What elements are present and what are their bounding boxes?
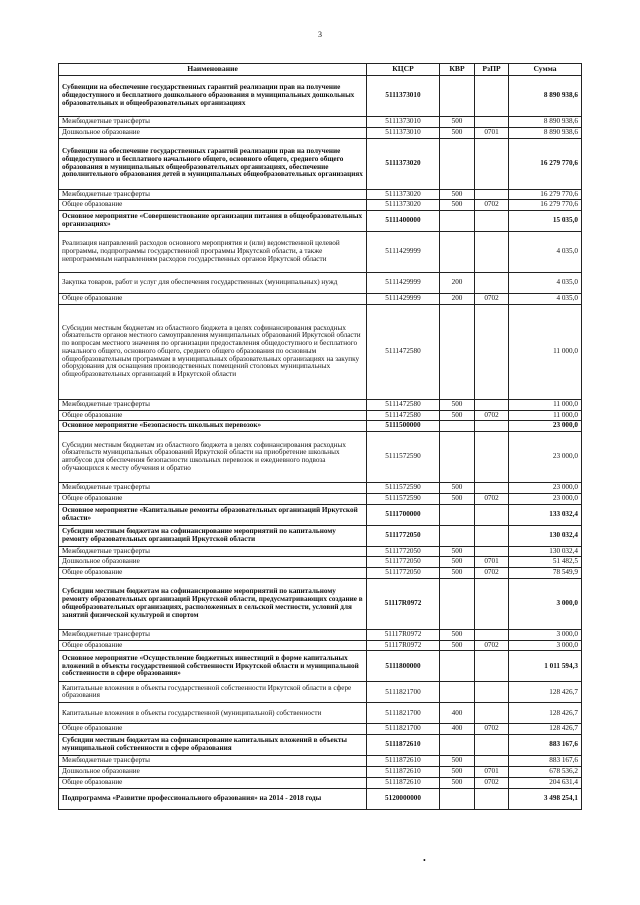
header-rzpr: РзПР <box>475 64 509 76</box>
cell-sum: 16 279 770,6 <box>509 189 582 200</box>
cell-rzpr <box>475 682 509 703</box>
cell-kcsr: 5111429999 <box>367 294 440 305</box>
table-row <box>59 788 582 809</box>
cell-name: Общее образование <box>59 493 367 504</box>
cell-name: Дошкольное образование <box>59 127 367 138</box>
cell-name: Общее образование <box>59 777 367 788</box>
cell-sum: 4 035,0 <box>509 273 582 294</box>
cell-kcsr: 5111429999 <box>367 273 440 294</box>
cell-rzpr: 0702 <box>475 777 509 788</box>
cell-name: Подпрограмма «Развитие профессионального образования» на 2014 - 2018 годы <box>59 788 367 809</box>
cell-name: Дошкольное образование <box>59 767 367 778</box>
cell-kcsr: 5111821700 <box>367 703 440 724</box>
table-row <box>59 756 582 767</box>
cell-kvr: 400 <box>440 703 475 724</box>
cell-kvr: 500 <box>440 483 475 494</box>
cell-kcsr: 5111872610 <box>367 767 440 778</box>
table-row <box>59 273 582 294</box>
header-kcsr: КЦСР <box>367 64 440 76</box>
cell-rzpr <box>475 211 509 232</box>
table-row <box>59 651 582 682</box>
table-row <box>59 399 582 410</box>
cell-rzpr <box>475 232 509 273</box>
cell-kvr <box>440 735 475 756</box>
table-row <box>59 189 582 200</box>
cell-kcsr: 5111872610 <box>367 777 440 788</box>
cell-kvr: 500 <box>440 640 475 651</box>
table-row <box>59 410 582 421</box>
cell-name: Основное мероприятие «Капитальные ремонты образовательных организаций Иркутской области» <box>59 504 367 525</box>
cell-name: Субсидии местным бюджетам на софинансирование мероприятий по капитальному ремонту образовательных организаций Иркутской области, предусматривающих создание в общеобразовательных организациях, расположенных в сельской местности, условий для занятий физической культурой и спортом <box>59 578 367 629</box>
cell-kcsr: 5111373010 <box>367 127 440 138</box>
cell-rzpr: 0702 <box>475 640 509 651</box>
budget-table <box>58 63 582 810</box>
cell-name: Общее образование <box>59 410 367 421</box>
page-footer-mark: • <box>423 856 426 865</box>
cell-name: Общее образование <box>59 568 367 579</box>
cell-sum: 23 000,0 <box>509 421 582 432</box>
cell-kvr <box>440 788 475 809</box>
cell-kvr: 500 <box>440 493 475 504</box>
table-row <box>59 200 582 211</box>
cell-sum: 1 011 594,3 <box>509 651 582 682</box>
cell-kcsr: 5111472580 <box>367 399 440 410</box>
cell-name: Межбюджетные трансферты <box>59 117 367 128</box>
cell-kvr <box>440 651 475 682</box>
cell-kvr <box>440 421 475 432</box>
table-row <box>59 421 582 432</box>
table-row <box>59 504 582 525</box>
cell-name: Межбюджетные трансферты <box>59 189 367 200</box>
cell-name: Межбюджетные трансферты <box>59 483 367 494</box>
cell-kcsr: 5111772050 <box>367 557 440 568</box>
cell-sum: 883 167,6 <box>509 756 582 767</box>
cell-sum: 3 000,0 <box>509 640 582 651</box>
cell-rzpr <box>475 304 509 399</box>
cell-kvr: 500 <box>440 189 475 200</box>
cell-name: Субсидии местным бюджетам на софинансирование мероприятий по капитальному ремонту образовательных организаций Иркутской области <box>59 525 367 546</box>
table-row <box>59 211 582 232</box>
cell-kcsr: 5111373020 <box>367 200 440 211</box>
table-header-row <box>59 64 582 76</box>
cell-kcsr: 51117R0972 <box>367 578 440 629</box>
table-row <box>59 138 582 189</box>
cell-kvr: 500 <box>440 767 475 778</box>
cell-name: Межбюджетные трансферты <box>59 399 367 410</box>
table-row <box>59 703 582 724</box>
cell-rzpr <box>475 138 509 189</box>
cell-kcsr: 5111572590 <box>367 483 440 494</box>
cell-rzpr <box>475 578 509 629</box>
cell-kcsr: 5111373010 <box>367 117 440 128</box>
cell-sum: 51 482,5 <box>509 557 582 568</box>
cell-kcsr: 5111700000 <box>367 504 440 525</box>
cell-sum: 11 000,0 <box>509 410 582 421</box>
table-row <box>59 735 582 756</box>
cell-rzpr: 0702 <box>475 568 509 579</box>
cell-kcsr: 5111373020 <box>367 138 440 189</box>
cell-sum: 11 000,0 <box>509 399 582 410</box>
cell-kcsr: 5111772050 <box>367 568 440 579</box>
cell-rzpr: 0701 <box>475 127 509 138</box>
cell-rzpr <box>475 399 509 410</box>
cell-rzpr <box>475 117 509 128</box>
cell-kvr: 500 <box>440 756 475 767</box>
cell-sum: 204 631,4 <box>509 777 582 788</box>
cell-name: Межбюджетные трансферты <box>59 629 367 640</box>
cell-rzpr <box>475 273 509 294</box>
cell-sum: 3 000,0 <box>509 578 582 629</box>
cell-kcsr: 5111429999 <box>367 232 440 273</box>
cell-rzpr <box>475 504 509 525</box>
cell-rzpr: 0701 <box>475 767 509 778</box>
cell-sum: 130 032,4 <box>509 525 582 546</box>
cell-kcsr: 51117R0972 <box>367 629 440 640</box>
cell-sum: 11 000,0 <box>509 304 582 399</box>
table-row <box>59 767 582 778</box>
cell-rzpr <box>475 756 509 767</box>
cell-kvr <box>440 304 475 399</box>
cell-sum: 128 426,7 <box>509 703 582 724</box>
cell-name: Субвенции на обеспечение государственных гарантий реализации прав на получение общедоступного и бесплатного дошкольного образования в муниципальных дошкольных образовательных и общеобразовательных организациях <box>59 76 367 117</box>
cell-sum: 3 000,0 <box>509 629 582 640</box>
cell-kcsr: 51117R0972 <box>367 640 440 651</box>
cell-sum: 3 498 254,1 <box>509 788 582 809</box>
cell-kvr: 500 <box>440 117 475 128</box>
cell-rzpr: 0702 <box>475 493 509 504</box>
cell-name: Межбюджетные трансферты <box>59 546 367 557</box>
cell-rzpr <box>475 651 509 682</box>
cell-sum: 4 035,0 <box>509 294 582 305</box>
cell-name: Общее образование <box>59 294 367 305</box>
table-body <box>59 76 582 810</box>
cell-name: Реализация направлений расходов основного мероприятия и (или) ведомственной целевой программы, подпрограммы государственной программы Иркутской области, а также непрограммным направлениям расходов государственных органов Иркутской области <box>59 232 367 273</box>
cell-name: Капитальные вложения в объекты государственной собственности Иркутской области в сфере образования <box>59 682 367 703</box>
cell-kcsr: 5111400000 <box>367 211 440 232</box>
table-row <box>59 546 582 557</box>
cell-kvr <box>440 525 475 546</box>
header-sum: Сумма <box>509 64 582 76</box>
cell-name: Основное мероприятие «Совершенствование организации питания в общеобразовательных организациях» <box>59 211 367 232</box>
cell-kcsr: 5111472580 <box>367 410 440 421</box>
cell-rzpr <box>475 788 509 809</box>
cell-rzpr: 0702 <box>475 410 509 421</box>
cell-name: Субвенции на обеспечение государственных гарантий реализации прав на получение общедоступного и бесплатного начального общего, основного общего, среднего общего образования в муниципальных общеобразовательных организациях, обеспечение дополнительного образования детей в муниципальных общеобразовательных организациях <box>59 138 367 189</box>
cell-name: Субсидии местным бюджетам из областного бюджета в целях софинансирования расходных обязательств муниципальных образований Иркутской области на приобретение школьных автобусов для обеспечения безопасности школьных перевозок и ежедневного подвоза обучающихся к месту обучения и обратно <box>59 432 367 483</box>
cell-sum: 8 890 938,6 <box>509 76 582 117</box>
table-row <box>59 127 582 138</box>
table-row <box>59 629 582 640</box>
cell-rzpr: 0702 <box>475 294 509 305</box>
cell-kvr: 500 <box>440 777 475 788</box>
cell-rzpr <box>475 525 509 546</box>
table-row <box>59 483 582 494</box>
cell-rzpr <box>475 483 509 494</box>
cell-kcsr: 5111572590 <box>367 432 440 483</box>
cell-sum: 16 279 770,6 <box>509 200 582 211</box>
cell-name: Основное мероприятие «Осуществление бюджетных инвестиций в форме капитальных вложений в объекты государственной собственности Иркутской области и муниципальной собственности в сфере образования» <box>59 651 367 682</box>
cell-kvr: 200 <box>440 294 475 305</box>
cell-kcsr: 5111500000 <box>367 421 440 432</box>
cell-rzpr: 0702 <box>475 200 509 211</box>
cell-kvr <box>440 682 475 703</box>
cell-name: Субсидии местным бюджетам на софинансирование капитальных вложений в объекты муниципальной собственности в сфере образования <box>59 735 367 756</box>
cell-sum: 128 426,7 <box>509 682 582 703</box>
cell-kvr: 500 <box>440 629 475 640</box>
cell-rzpr <box>475 735 509 756</box>
cell-kvr: 500 <box>440 546 475 557</box>
cell-kvr: 500 <box>440 399 475 410</box>
cell-kvr: 500 <box>440 127 475 138</box>
cell-kvr <box>440 211 475 232</box>
cell-sum: 23 000,0 <box>509 483 582 494</box>
cell-sum: 23 000,0 <box>509 432 582 483</box>
cell-name: Дошкольное образование <box>59 557 367 568</box>
cell-rzpr <box>475 76 509 117</box>
table-row <box>59 640 582 651</box>
cell-rzpr <box>475 546 509 557</box>
cell-sum: 15 035,0 <box>509 211 582 232</box>
cell-name: Межбюджетные трансферты <box>59 756 367 767</box>
cell-sum: 128 426,7 <box>509 724 582 735</box>
cell-sum: 8 890 938,6 <box>509 127 582 138</box>
table-row <box>59 557 582 568</box>
cell-rzpr: 0702 <box>475 724 509 735</box>
cell-kcsr: 5111872610 <box>367 735 440 756</box>
cell-sum: 23 000,0 <box>509 493 582 504</box>
cell-rzpr: 0701 <box>475 557 509 568</box>
table-row <box>59 682 582 703</box>
cell-name: Субсидии местным бюджетам из областного бюджета в целях софинансирования расходных обязательств органов местного самоуправления муниципальных образований Иркутской области по вопросам местного значения по организации предоставления общедоступного и бесплатного начального общего, основного общего, среднего общего образования по основным общеобразовательным программам в муниципальных образовательных организациях на закупку оборудования для оснащения производственных помещений столовых муниципальных общеобразовательных организаций в Иркутской области <box>59 304 367 399</box>
table-row <box>59 232 582 273</box>
cell-kvr <box>440 232 475 273</box>
cell-kcsr: 5111472580 <box>367 304 440 399</box>
cell-sum: 130 032,4 <box>509 546 582 557</box>
table-row <box>59 76 582 117</box>
cell-sum: 8 890 938,6 <box>509 117 582 128</box>
page-number: 3 <box>318 30 322 39</box>
cell-rzpr <box>475 703 509 724</box>
cell-name: Общее образование <box>59 640 367 651</box>
cell-kvr <box>440 138 475 189</box>
cell-kvr: 500 <box>440 200 475 211</box>
table-row <box>59 493 582 504</box>
cell-kcsr: 5111772050 <box>367 546 440 557</box>
cell-sum: 678 536,2 <box>509 767 582 778</box>
cell-name: Основное мероприятие «Безопасность школьных перевозок» <box>59 421 367 432</box>
cell-kvr: 200 <box>440 273 475 294</box>
cell-sum: 883 167,6 <box>509 735 582 756</box>
cell-kvr <box>440 76 475 117</box>
cell-kvr: 500 <box>440 410 475 421</box>
cell-sum: 133 032,4 <box>509 504 582 525</box>
cell-kvr: 500 <box>440 568 475 579</box>
cell-rzpr <box>475 421 509 432</box>
header-name: Наименование <box>59 64 367 76</box>
cell-kcsr: 5111572590 <box>367 493 440 504</box>
cell-name: Капитальные вложения в объекты государственной (муниципальной) собственности <box>59 703 367 724</box>
cell-kcsr: 5111373010 <box>367 76 440 117</box>
cell-kcsr: 5120000000 <box>367 788 440 809</box>
table-row <box>59 578 582 629</box>
cell-kvr: 400 <box>440 724 475 735</box>
cell-kcsr: 5111373020 <box>367 189 440 200</box>
cell-sum: 16 279 770,6 <box>509 138 582 189</box>
cell-kcsr: 5111772050 <box>367 525 440 546</box>
cell-sum: 78 549,9 <box>509 568 582 579</box>
header-kvr: КВР <box>440 64 475 76</box>
table-row <box>59 525 582 546</box>
table-row <box>59 568 582 579</box>
table-row <box>59 777 582 788</box>
cell-kcsr: 5111800000 <box>367 651 440 682</box>
cell-name: Закупка товаров, работ и услуг для обеспечения государственных (муниципальных) нужд <box>59 273 367 294</box>
cell-kcsr: 5111821700 <box>367 724 440 735</box>
cell-kvr <box>440 504 475 525</box>
table-row <box>59 294 582 305</box>
cell-name: Общее образование <box>59 724 367 735</box>
cell-kvr <box>440 432 475 483</box>
table-row <box>59 724 582 735</box>
cell-sum: 4 035,0 <box>509 232 582 273</box>
cell-rzpr <box>475 189 509 200</box>
cell-kvr: 500 <box>440 557 475 568</box>
cell-kcsr: 5111872610 <box>367 756 440 767</box>
table-row <box>59 432 582 483</box>
cell-kvr <box>440 578 475 629</box>
cell-rzpr <box>475 629 509 640</box>
table-row <box>59 117 582 128</box>
table-row <box>59 304 582 399</box>
cell-kcsr: 5111821700 <box>367 682 440 703</box>
cell-rzpr <box>475 432 509 483</box>
cell-name: Общее образование <box>59 200 367 211</box>
